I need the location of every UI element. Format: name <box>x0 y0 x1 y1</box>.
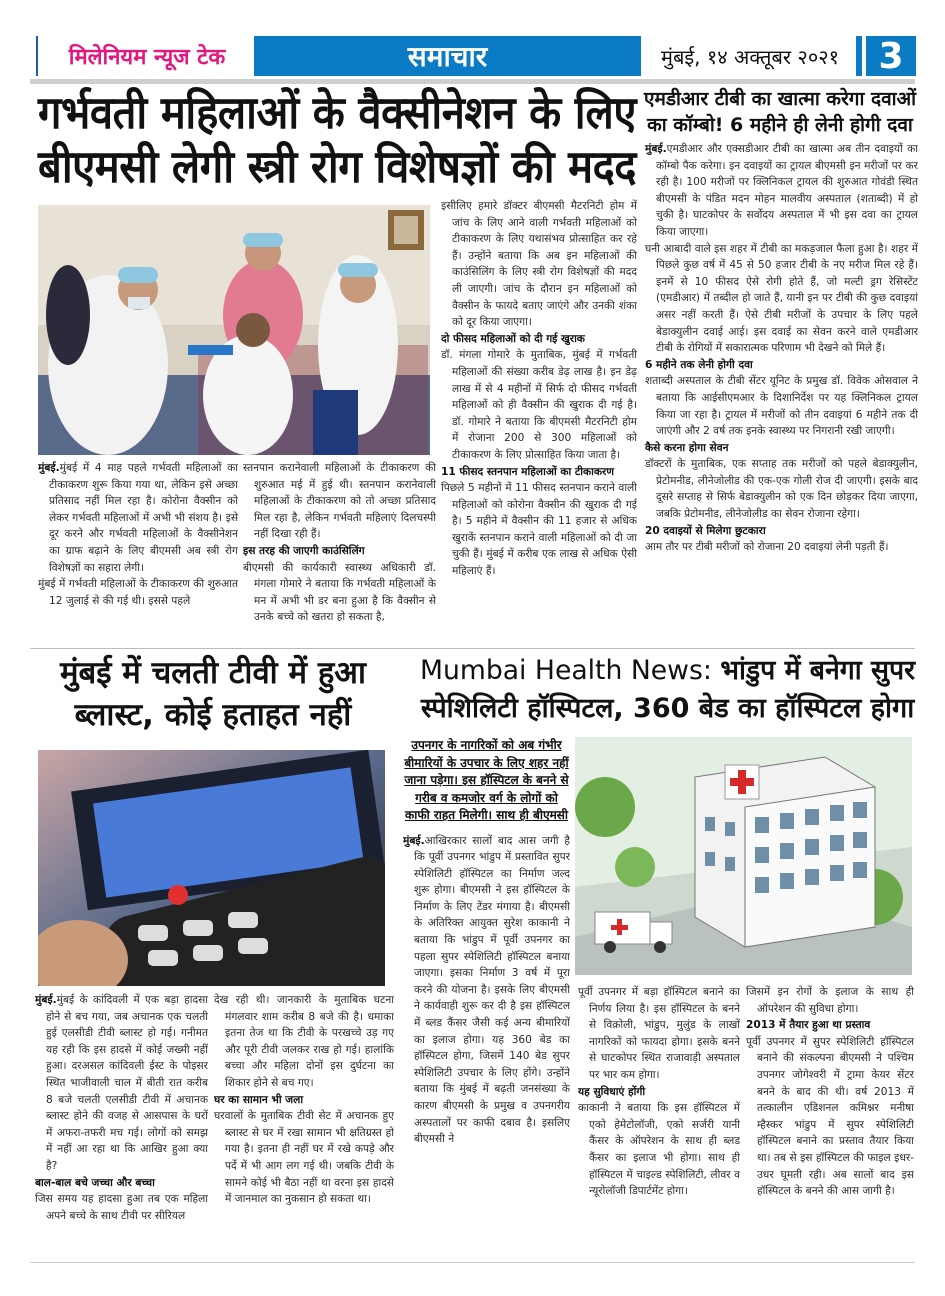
paragraph <box>214 992 394 1092</box>
tb-article <box>642 86 918 646</box>
paragraph-text: जिसमें इन रोगों के इलाज के साथ ही ऑपरेशन की सुविधा होगा। <box>746 986 914 1015</box>
paragraph-text: आखिरकार सालों बाद आस जगी है कि पूर्वी उपनगर भांडुप में प्रस्तावित सुपर स्पेशिलिटी हॉस्पिटल का निर्माण जल्द शुरू होगा। बीएमसी ने इस हॉस्पिटल के निर्माण के लिए टेंडर मंगाया है। बीएमसी के अतिरिक्त आयुक्त सुरेश काकानी ने बताया कि भांडुप में पूर्वी उपनगर का पहला सुपर स्पेशिलिटी हॉस्पिटल बनाया जाएगा। इसका निर्माण 3 वर्ष में पूरा करने की योजना है। इसके लिए बीएमसी ने कार्यवाही शुरू कर दी है इस हॉस्पिटल में ब्लड कैंसर जैसी कई अन्य बीमारियों का इलाज होगा। यह 360 बेड का हॉस्पिटल होगा, जिसमें 140 बेड सुपर स्पेशिलिटी उपचार के लिए होंगे। उन्होंने बताया कि मुंबई में बढ़ती जनसंख्या के कारण बीएमसी के प्रमुख व उपनगरीय अस्पतालों पर काफी दबाव है। इसलिए बीएमसी ने <box>414 834 570 1146</box>
tv-column-2 <box>214 992 394 1258</box>
paragraph-text: आम तौर पर टीबी मरीजों को रोजाना 20 दवाइयां लेनी पड़ती हैं। <box>645 541 889 554</box>
headline-line-1 <box>420 652 915 690</box>
paragraph-text: घरवालों के मुताबिक टीवी सेट में अचानक हुए ब्लास्ट से घर में रखा सामान भी क्षतिग्रस्त हो गया है। इतना ही नहीं घर में रखे कपड़े और पर्दे में भी आग लग गई थी। जबकि टीवी के सामने कोई भी बैठा नहीं था वरना इस हादसे में जानमाल का नुकसान हो सकता था। <box>214 1110 394 1206</box>
headline-line: गर्भवती महिलाओं के वैक्सीनेशन के लिए <box>38 86 637 139</box>
hospital-headline <box>420 652 915 728</box>
paragraph-text: डॉक्टरों के मुताबिक, एक सप्ताह तक मरीजों को पहले बेडाक्युलीन, प्रेटोमनीड, लीनेजोलीड की एक-एक गोली रोज दी जाएगी। इसके बाद दूसरे सप्ताह से सिर्फ बेडाक्युलीन को एक दिन छोड़कर दिया जाएगा, जबकि प्रेटोमनीड, लीनेजोलीड का सेवन रोजाना रहेगा। <box>645 458 918 521</box>
hospital-illustration <box>575 737 912 975</box>
subheading: कैसे करना होगा सेवन <box>645 441 729 454</box>
section-title: समाचार <box>254 36 641 76</box>
dateline: मुंबई. <box>35 994 57 1006</box>
headline-line: एमडीआर टीबी का खात्मा करेगा दवाओं <box>643 88 917 110</box>
paragraph-text: शताब्दी अस्पताल के टीबी सेंटर यूनिट के प्रमुख डॉ. विवेक ओसवाल ने बताया कि आईसीएमआर के दिशानिर्देश पर यह क्लिनिकल ट्रायल किया जा रहा है। ट्रायल में मरीजों को तीन दवाइयां 6 महीने तक दी जाएंगी और 2 वर्ष तक इनके स्वास्थ्य पर निगरानी रखी जाएगी। <box>645 375 918 438</box>
paragraph-text: पूर्वी उपनगर में बड़ा हॉस्पिटल बनाने का निर्णय लिया है। इस हॉस्पिटल के बनने से विक्रोली, भांडुप, मुलुंड के लाखों नागरिकों को फायदा होगा। इसके बनने से घाटकोपर स्थित राजावाड़ी अस्पताल पर भार कम होगा। <box>578 986 740 1081</box>
paragraph <box>403 833 570 1148</box>
headline-line: का कॉम्बो! 6 महीने ही लेनी होगी दवा <box>647 114 913 136</box>
paragraph <box>645 141 918 241</box>
masthead-rule <box>30 79 915 84</box>
paragraph <box>578 1100 740 1200</box>
hospital-column-1 <box>403 833 570 1259</box>
paragraph <box>441 198 637 331</box>
dateline: मुंबई. <box>403 834 425 847</box>
paragraph <box>214 1108 394 1208</box>
paragraph <box>746 984 914 1017</box>
subheading: दो फीसद महिलाओं को दी गई खुराक <box>441 332 585 345</box>
paragraph-text: पिछले 5 महीनों में 11 फीसद स्तनपान कराने वाली महिलाओं को कोरोना वैक्सीन की खुराक दी गई है। 5 महीने में वैक्सीन की 11 हजार से अधिक खुराकें स्तनपान कराने वाली महिलाओं को दी जा चुकी हैं। मुंबई में करीब एक लाख से अधिक ऐसी महिलाएं हैं। <box>441 482 637 578</box>
vaccination-headline <box>38 86 636 194</box>
paragraph-text: इसीलिए हमारे डॉक्टर बीएमसी मैटरनिटी होम में जांच के लिए आने वाली गर्भवती महिलाओं को टीकाकरण के लिए यथासंभव प्रोत्साहित कर रहे हैं। उन्होंने बताया कि अब इन महिलाओं की काउंसिलिंग के लिए स्त्री रोग विशेषज्ञों की मदद ली जाएगी। जांच के दौरान इन महिलाओं को वैक्सीन के फायदे बताए जाएंगे और उनकी शंका को दूर किया जाएगा। <box>441 200 637 329</box>
paragraph <box>645 539 918 556</box>
vaccination-photo <box>38 205 430 455</box>
tb-headline <box>642 86 918 138</box>
headline-latin: Mumbai Health News: <box>420 655 712 686</box>
paragraph <box>35 992 208 1175</box>
paragraph-text: देख रही थी। जानकारी के मुताबिक घटना मंगलवार शाम करीब 8 बजे की है। धमाका इतना तेज था कि टीवी के परखच्चे उड़ गए और पूरी टीवी जलकर राख हो गई। हालांकि बच्चा और महिला दोनों इस दुर्घटना का शिकार होने से बच गए। <box>214 994 394 1089</box>
tv-column-1 <box>35 992 208 1258</box>
vaccination-column-2 <box>243 460 436 646</box>
hospital-blurb: उपनगर के नागरिकों को अब गंभीर बीमारियों के उपचार के लिए शहर नहीं जाना पड़ेगा। इस हॉस्पिटल के बनने से गरीब व कमजोर वर्ग के लोगों को काफी राहत मिलेगी। साथ ही बीएमसी <box>404 738 569 822</box>
paragraph-text: डॉ. मंगला गोमारे के मुताबिक, मुंबई में गर्भवती महिलाओं की संख्या करीब डेढ़ लाख है। इन डेढ़ लाख में से 4 महीनों में सिर्फ दो फीसद गर्भवती महिलाओं को ही वैक्सीन की खुराक दी गई है। डॉ. गोमारे ने बताया कि बीएमसी मैटरनिटी होम में रोजाना 200 से 300 महिलाओं को टीकाकरण के लिए प्रोत्साहित किया जाता है। <box>441 349 637 461</box>
subheading: 11 फीसद स्तनपान महिलाओं का टीकाकरण <box>441 465 614 478</box>
paragraph-text: मुंबई में 4 माह पहले गर्भवती महिलाओं का टीकाकरण शुरू किया गया था, लेकिन इसे अच्छा प्रतिसाद नहीं मिल रहा है। कोरोना वैक्सीन को लेकर गर्भवती महिलाओं में अभी भी संशय है। इसे दूर करने और गर्भवती महिलाओं के वैक्सीनेशन का ग्राफ बढ़ाने के लिए बीएमसी अब स्त्री रोग विशेषज्ञों का सहारा लेगी। <box>49 462 238 574</box>
paragraph-text: मुंबई के कांदिवली में एक बड़ा हादसा होने से बच गया, जब अचानक एक चलती हुई एलसीडी टीवी ब्लास्ट हो गई। गनीमत यह रही कि इस हादसे में कोई जख्मी नहीं हुआ। दरअसल कांदिवली ईस्ट के पोइसर स्थित भाजीवाली चाल में बीती रात करीब 8 बजे चलती एलसीडी टीवी में अचानक ब्लास्ट होने की वजह से आसपास के घरों में अफरा-तफरी मच गई। लोगों को समझ में नहीं आ रहा था कि आखिर हुआ क्या है? <box>46 994 208 1172</box>
paragraph <box>645 456 918 522</box>
subheading: घर का सामान भी जला <box>214 1093 304 1106</box>
dateline: मुंबई. <box>38 462 60 474</box>
subheading: 6 महीने तक लेनी होगी दवा <box>645 358 753 371</box>
headline-line: स्पेशिलिटी हॉस्पिटल, 360 बेड का हॉस्पिटल होगा <box>420 693 915 724</box>
hospital-illustration-image <box>575 737 912 975</box>
tv-remote-photo-image <box>38 750 385 986</box>
hospital-column-3 <box>746 984 914 1258</box>
paragraph <box>578 984 740 1084</box>
paragraph-text: काकानी ने बताया कि इस हॉस्पिटल में एको हेमेटोलॉजी, एको सर्जरी यानी कैंसर के ऑपरेशन के साथ ही ब्लड कैंसर का इलाज भी होगा। साथ ही हॉस्पिटल में चाइल्ड स्पेशिलिटी, लीवर व न्यूरोलॉजी डिपार्टमेंट होगा। <box>578 1102 740 1198</box>
paragraph <box>38 576 238 609</box>
subheading: 20 दवाइयों से मिलेगा छुटकारा <box>645 524 766 537</box>
paragraph <box>645 373 918 439</box>
tv-remote-photo <box>38 750 385 986</box>
tb-column <box>642 141 918 646</box>
headline-line: बीएमसी लेगी स्त्री रोग विशेषज्ञों की मदद <box>38 140 637 193</box>
newspaper-logo: मिलेनियम न्यूज टेक <box>36 36 256 76</box>
hospital-column-2 <box>578 984 740 1258</box>
paragraph-text: जिस समय यह हादसा हुआ तब एक महिला अपने बच्चे के साथ टीवी पर सीरियल <box>35 1193 208 1222</box>
paragraph <box>441 480 637 580</box>
paragraph <box>441 347 637 463</box>
paragraph <box>38 460 238 576</box>
paragraph-text: पूर्वी उपनगर में सुपर स्पेशिलिटी हॉस्पिटल बनाने की संकल्पना बीएमसी ने पश्चिम उपनगर जोगेश्वरी में ट्रामा केयर सेंटर बनने के बाद की थी। वर्ष 2013 में तत्कालीन एडिशनल कमिश्नर मनीषा म्हैस्कर भांडुप में सुपर स्पेशिलिटी हॉस्पिटल बनाने का प्रस्ताव तैयार किया था। तब से इस हॉस्पिटल की फाइल इधर-उधर घूमती रही। अब सालों बाद इस हॉस्पिटल के बनने की आस जागी है। <box>746 1035 914 1198</box>
subheading: 2013 में तैयार हुआ था प्रस्ताव <box>746 1019 871 1032</box>
paragraph <box>746 1034 914 1200</box>
dateline: मुंबई. <box>645 143 667 155</box>
vaccination-column-1 <box>38 460 238 646</box>
vaccination-column-3 <box>441 198 637 646</box>
section-divider <box>30 648 915 649</box>
subheading: यह सुविधाएं होंगी <box>578 1085 646 1098</box>
edition-date: मुंबई, १४ अक्तूबर २०२१ <box>660 44 840 69</box>
headline-line: ब्लास्ट, कोई हताहत नहीं <box>74 697 352 733</box>
paragraph <box>243 560 436 626</box>
paragraph <box>645 241 918 357</box>
headline-line: मुंबई में चलती टीवी में हुआ <box>60 655 366 691</box>
subheading: इस तरह की जाएगी काउंसिलिंग <box>243 544 365 557</box>
paragraph-text: मुंबई में गर्भवती महिलाओं के टीकाकरण की शुरुआत 12 जुलाई से की गई थी। इससे पहले <box>38 578 238 607</box>
vaccination-photo-image <box>38 205 430 455</box>
paragraph-text: बीएमसी की कार्यकारी स्वास्थ्य अधिकारी डॉ. मंगला गोमारे ने बताया कि गर्भवती महिलाओं के मन में अभी भी डर बना हुआ है कि वैक्सीन से उनके बच्चे को खतरा हो सकता है, <box>243 561 436 624</box>
paragraph-text: एमडीआर और एक्सडीआर टीबी का खात्मा अब तीन दवाइयों का कॉम्बो पैक करेगा। इन दवाइयों का ट्रायल बीएमसी इन मरीजों पर कर रही है। 100 मरीजों पर क्लिनिकल ट्रायल की शुरुआत गोवंडी स्थित बीएमसी के पंडित मदन मोहन मालवीय अस्पताल (शताब्दी) में हो चुकी है। घाटकोपर के सर्वोदय अस्पताल में भी इस दवा का ट्रायल किया जाएगा। <box>656 143 918 238</box>
page-number: 3 <box>862 36 916 76</box>
paragraph-text: घनी आबादी वाले इस शहर में टीबी का मकड़जाल फैला हुआ है। शहर में पिछले कुछ वर्ष में 45 से 50 हजार टीबी के नए मरीज मिल रहे हैं। इनमें से 10 फीसद ऐसे रोगी होते हैं, जो मल्टी ड्रग रेसिस्टेंट (एमडीआर) में तब्दील हो जाते हैं, यानी इन पर टीबी की कुछ दवाइयां असर नहीं करती हैं। ऐसे टीबी मरीजों के उपचार के लिए पहले बेडाक्युलीन दवाई आई। इस दवाई का सेवन करने वाले एमडीआर टीबी के रोगियों में सकारात्मक परिणाम भी देखने को मिले हैं। <box>645 242 918 355</box>
tv-blast-headline <box>36 652 390 736</box>
paragraph <box>35 1191 208 1224</box>
headline-line: भांडुप में बनेगा सुपर <box>720 655 915 686</box>
paragraph-text: स्तनपान करानेवाली महिलाओं के टीकाकरण की शुरुआत मई में हुई थी। स्तनपान करानेवाली महिलाओं के टीकाकरण को तो अच्छा प्रतिसाद मिल रहा है, लेकिन गर्भवती महिलाएं दिलचस्पी नहीं दिखा रही हैं। <box>243 462 436 541</box>
page-bottom-rule <box>30 1262 915 1263</box>
hospital-lead-stack <box>403 737 570 1258</box>
subheading: बाल-बाल बचे जच्चा और बच्चा <box>35 1176 155 1189</box>
paragraph <box>243 460 436 543</box>
